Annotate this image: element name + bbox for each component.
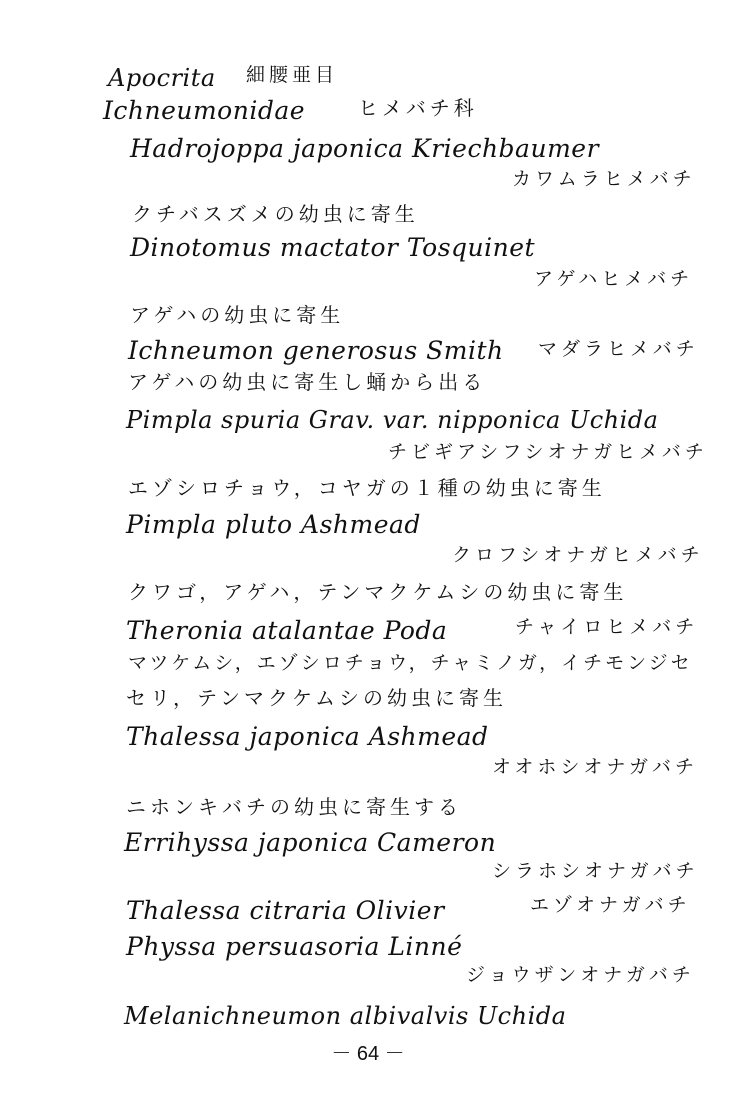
species-name-jp: マダラヒメバチ xyxy=(538,338,699,360)
species-name-jp: クロフシオナガヒメバチ xyxy=(452,544,704,566)
species-name: Physsa persuasoria Linné xyxy=(126,932,463,961)
host-note: ニホンキバチの幼虫に寄生する xyxy=(126,795,462,819)
page-number: － 64 － xyxy=(331,1043,405,1065)
host-note: アゲハの幼虫に寄生し蛹から出る xyxy=(128,370,487,394)
species-name: Pimpla pluto Ashmead xyxy=(126,510,421,539)
species-name: Melanichneumon albivalvis Uchida xyxy=(124,1002,567,1030)
species-name: Thalessa citraria Olivier xyxy=(126,896,445,925)
species-name: Dinotomus mactator Tosquinet xyxy=(130,233,536,262)
species-name: Hadrojoppa japonica Kriechbaumer xyxy=(130,134,600,163)
species-name-jp: シラホシオナガバチ xyxy=(492,860,699,882)
species-name-jp: エゾオナガバチ xyxy=(530,894,691,916)
species-name-jp: チビギアシフシオナガヒメバチ xyxy=(388,441,708,463)
species-name: Errihyssa japonica Cameron xyxy=(124,828,497,857)
species-name: Theronia atalantae Poda xyxy=(126,616,448,645)
suborder-name: Apocrita xyxy=(108,64,216,92)
species-name: Thalessa japonica Ashmead xyxy=(126,722,489,751)
species-name-jp: ジョウザンオナガバチ xyxy=(466,964,695,986)
family-name-jp: ヒメバチ科 xyxy=(358,96,478,120)
species-name-jp: チャイロヒメバチ xyxy=(515,616,699,638)
species-name: Ichneumon generosus Smith xyxy=(128,336,504,365)
species-name-jp: アゲハヒメバチ xyxy=(534,268,694,290)
species-name: Pimpla spuria Grav. var. nipponica Uchida xyxy=(126,406,659,434)
family-name: Ichneumonidae xyxy=(103,96,306,125)
host-note: アゲハの幼虫に寄生 xyxy=(130,303,345,327)
host-note: エゾシロチョウ，コヤガの１種の幼虫に寄生 xyxy=(128,476,606,500)
host-note: マツケムシ，エゾシロチョウ，チャミノガ，イチモンジセ xyxy=(128,652,693,674)
host-note: クチバスズメの幼虫に寄生 xyxy=(132,202,419,226)
host-note: クワゴ，アゲハ，テンマクケムシの幼虫に寄生 xyxy=(128,580,628,604)
species-name-jp: オオホシオナガバチ xyxy=(492,756,699,778)
suborder-name-jp: 細腰亜目 xyxy=(246,64,339,86)
host-note-cont: セリ，テンマクケムシの幼虫に寄生 xyxy=(126,686,507,710)
species-name-jp: カワムラヒメバチ xyxy=(512,168,696,190)
